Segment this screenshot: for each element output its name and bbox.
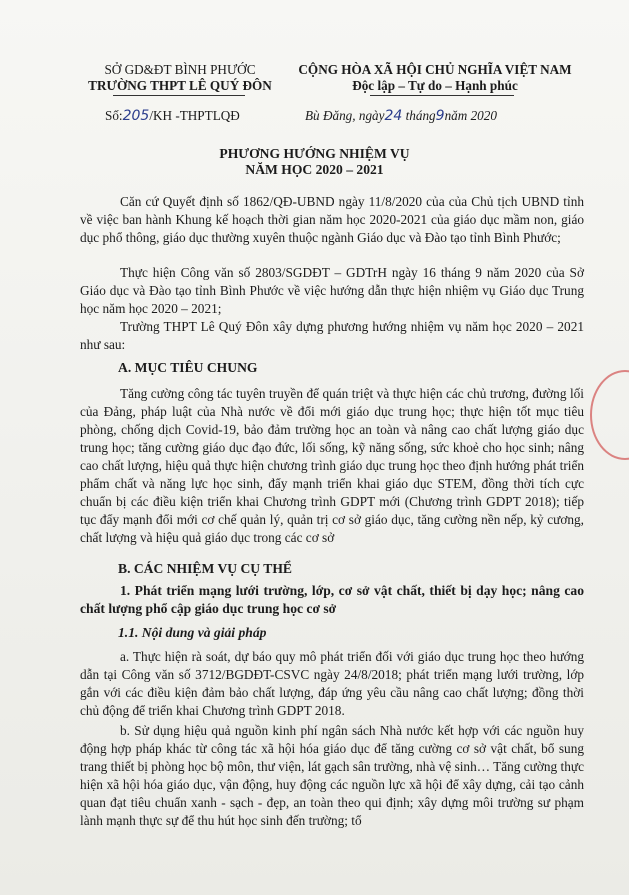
republic-name: CỘNG HÒA XÃ HỘI CHỦ NGHĨA VIỆT NAM [298,62,572,77]
paragraph-item-b: b. Sử dụng hiệu quả nguồn kinh phí ngân sách Nhà nước kết hợp với các nguồn huy động hợp pháp khác từ công tác xã hội hóa giáo dục để tăng cường cơ sở vật chất, bổ sung trang thiết bị phòng học bộ môn, thư viện, lát gạch sân trường, nhà vệ sinh… Tăng cường thực hiện xã hội hóa giáo dục, vận động, huy động các nguồn lực xã hội để xây dựng, cải tạo cảnh quan đạt tiêu chuẩn xanh - sạch - đẹp, an toàn theo qui định; xây dựng môi trường sư phạm lành mạnh thực sự để thu hút học sinh đến trường; tổ [80,723,584,828]
paragraph-item-a: a. Thực hiện rà soát, dự báo quy mô phát triển đối với giáo dục trung học theo hướng dẫn tại Công văn số 3712/BGDĐT-CSVC ngày 24/8/2018; phát triển mạng lưới trường, lớp gắn với các điều kiện đảm bảo chất lượng, đáp ứng yêu cầu nâng cao chất lượng; đồng thời chủ động để triển khai Chương trình GDPT 2018. [80,649,584,718]
section-a-heading: A. MỤC TIÊU CHUNG [118,360,258,375]
docno-handwritten: 205 [122,108,150,124]
school-name: TRƯỜNG THPT LÊ QUÝ ĐÔN [88,78,272,93]
month-handwritten: 9 [435,108,445,124]
place-date [305,108,497,124]
paragraph-intro: Trường THPT Lê Quý Đôn xây dựng phương hướng nhiệm vụ năm học 2020 – 2021 như sau: [80,319,584,352]
subsection-1-1-heading: 1.1. Nội dung và giải pháp [118,625,267,640]
document-subtitle: NĂM HỌC 2020 – 2021 [245,162,384,177]
section-b-heading: B. CÁC NHIỆM VỤ CỤ THỂ [118,561,292,576]
header-left [80,62,280,94]
motto-underline [370,95,514,96]
docno-prefix: Số: [105,108,123,123]
school-underline [113,95,245,96]
year-text: năm 2020 [444,108,497,123]
task-1-heading: 1. Phát triển mạng lưới trường, lớp, cơ sở vật chất, thiết bị dạy học; nâng cao chất lượng phổ cập giáo dục trung học cơ sở [80,583,584,616]
document-title: PHƯƠNG HƯỚNG NHIỆM VỤ [219,146,410,161]
document-number [105,108,240,124]
paragraph-general-goals: Tăng cường công tác tuyên truyền để quán triệt và thực hiện các chủ trương, đường lối của Đảng, pháp luật của Nhà nước về đổi mới giáo dục trung học; thực hiện tốt mục tiêu phòng, chống dịch Covid-19, bảo đảm trường học an toàn và nâng cao chất lượng giáo dục trung học; tăng cường giáo dục đạo đức, lối sống, kỹ năng sống, sức khoẻ cho học sinh; nâng cao chất lượng, hiệu quả thực hiện chương trình giáo dục trung học theo định hướng phát triển phẩm chất và năng lực học sinh, đẩy mạnh triển khai giáo dục STEM, đồng thời tích cực chuẩn bị các điều kiện triển khai Chương trình GDPT mới (Chương trình GDPT 2018); tiếp tục đẩy mạnh đổi mới cơ chế quản lý, quản trị cơ sở giáo dục, tăng cường nền nếp, kỷ cương, chất lượng và hiệu quả giáo dục trong các cơ sở [80,386,584,545]
paragraph-basis-decision: Căn cứ Quyết định số 1862/QĐ-UBND ngày 11/8/2020 của của Chủ tịch UBND tỉnh về việc ban hành Khung kế hoạch thời gian năm học 2020-2021 của giáo dục mầm non, giáo dục phổ thông, giáo dục thường xuyên thuộc ngành Giáo dục và Đào tạo tỉnh Bình Phước; [80,194,584,245]
place-prefix: Bù Đăng, ngày [305,108,385,123]
docno-suffix: /KH -THPTLQĐ [149,108,240,123]
day-handwritten: 24 [384,108,403,124]
paragraph-basis-dispatch: Thực hiện Công văn số 2803/SGDĐT – GDTrH ngày 16 tháng 9 năm 2020 của Sở Giáo dục và Đào tạo tỉnh Bình Phước về việc hướng dẫn thực hiện nhiệm vụ Giáo dục Trung học năm học 2020 – 2021; [80,265,584,316]
month-text: tháng [405,108,436,123]
department-name: SỞ GD&ĐT BÌNH PHƯỚC [104,62,256,77]
national-motto: Độc lập – Tự do – Hạnh phúc [352,78,518,93]
red-seal-stamp [590,370,629,460]
header-right [290,62,580,94]
